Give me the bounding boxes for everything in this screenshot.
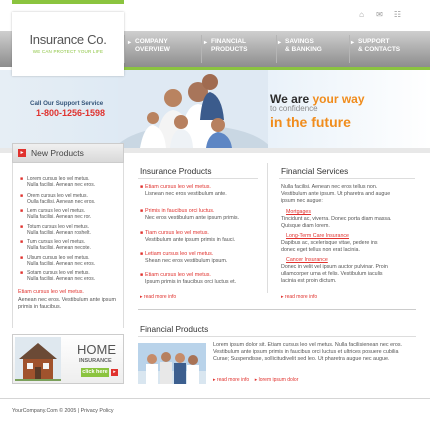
long-term-care-link[interactable]: Long-Term Care Insurance xyxy=(286,233,350,239)
nav-arrow-icon: ▸ xyxy=(128,40,132,46)
bullet-icon: ▸ xyxy=(281,294,284,300)
nav-savings-banking[interactable] xyxy=(278,38,322,62)
bullet-icon: ■ xyxy=(20,224,24,230)
list-item-text: Vestibulum ante ipsum primis in fauci. xyxy=(145,237,236,243)
financial-products-title: Financial Products xyxy=(140,324,209,334)
list-item-link[interactable]: Etiam cursus leo vel metus. xyxy=(145,184,211,190)
list-item-link[interactable]: Tiam cursus leo vel metus. xyxy=(145,230,209,236)
footer-divider xyxy=(0,398,430,399)
nav-arrow-icon: ▸ xyxy=(351,40,355,46)
section-divider xyxy=(138,178,258,179)
bullet-icon: ■ xyxy=(140,184,144,190)
bullet-icon: ■ xyxy=(20,176,24,182)
nav-label: & CONTACTS xyxy=(358,46,401,53)
nav-label: & BANKING xyxy=(285,46,322,53)
insurance-products-list xyxy=(140,184,267,302)
new-products-header xyxy=(12,143,124,163)
nav-label: FINANCIAL xyxy=(211,38,247,45)
support-phone[interactable]: 1-800-1256-1598 xyxy=(36,108,106,118)
list-item[interactable] xyxy=(20,270,96,282)
logo[interactable] xyxy=(12,12,124,76)
people-photo xyxy=(138,343,206,384)
bullet-icon: ■ xyxy=(20,270,24,276)
column-divider xyxy=(267,163,268,293)
list-item[interactable] xyxy=(20,239,91,251)
top-icon-bar xyxy=(357,10,417,22)
cancer-insurance-link[interactable]: Cancer Insurance xyxy=(286,257,328,263)
section-divider xyxy=(138,309,416,310)
read-more-label: read more info xyxy=(284,294,318,300)
list-item-text: Nec eros vestibulum ante ipsum primis. xyxy=(145,215,240,221)
mortgages-link[interactable]: Mortgages xyxy=(286,209,312,215)
list-item-link[interactable]: Letiam cursus leo vel metus. xyxy=(145,251,214,257)
list-item xyxy=(140,230,236,244)
list-item xyxy=(140,208,240,222)
list-item-text: Nulla facilisi. Aenean nec eros. xyxy=(27,182,96,188)
read-more-label: read more info xyxy=(143,294,177,300)
list-item-link[interactable]: Primis in faucibus orci luctus. xyxy=(145,208,215,214)
slogan-highlight: your way xyxy=(312,92,365,106)
list-item xyxy=(140,184,227,198)
bullet-icon: ■ xyxy=(20,255,24,261)
list-item-text: Oulla facilisi. Aenean nec eros. xyxy=(27,199,96,205)
bullet-icon: ■ xyxy=(140,272,144,278)
list-item-title: Sotam cursus leo vel metus. xyxy=(27,270,90,276)
list-item-text: Nulla facilisi. Aenean nec ror. xyxy=(27,214,92,220)
logo-tagline: WE CAN PROTECT YOUR LIFE xyxy=(32,49,104,54)
bullet-icon: ■ xyxy=(20,208,24,214)
house-icon xyxy=(15,337,61,381)
cancer-insurance-text: Donec in velit vel ipsum auctor pulvinar. Proin ullamcorper urna et felis. Vestibulum iaculis lacinia est proin dictum. xyxy=(281,264,388,284)
read-more-link[interactable] xyxy=(140,294,176,300)
financial-products-links xyxy=(213,377,298,383)
list-item[interactable] xyxy=(20,193,96,205)
nav-separator xyxy=(349,35,350,63)
list-item-title: Orem cursus leo vel metus. xyxy=(27,193,88,199)
bullet-icon: ▸ xyxy=(140,294,143,300)
nav-arrow-icon: ▸ xyxy=(204,40,208,46)
financial-services-intro: Nulla facilisi. Aenean nec eros tellus non. Vestibulum ante ipsum. Ut pharetra and augue ipsum nec augue: xyxy=(281,184,391,204)
arrow-right-icon[interactable]: ▸ xyxy=(111,369,118,376)
list-item-text: Ipsum primis in faucibus orci luctus et. xyxy=(145,279,237,285)
bullet-icon: ▸ xyxy=(254,377,258,383)
list-item-text: Shean nec eros vestibulum ipsum. xyxy=(145,258,228,264)
slogan-prefix: We are xyxy=(270,92,310,106)
list-item-text: Lisnean nec eros vestibulum ante. xyxy=(145,191,227,197)
nav-label: SAVINGS xyxy=(285,38,314,45)
logo-accent-bar xyxy=(12,0,124,4)
nav-support-contacts[interactable] xyxy=(351,38,401,62)
sidebar-highlight[interactable]: Etiam cursus leo vel metus. xyxy=(18,289,84,295)
list-item[interactable] xyxy=(20,255,96,267)
logo-title: Insurance Co. xyxy=(29,32,107,47)
nav-arrow-icon: ▸ xyxy=(278,40,282,46)
bullet-icon: ■ xyxy=(20,239,24,245)
nav-label: PRODUCTS xyxy=(211,46,248,53)
family-photo xyxy=(118,70,268,148)
list-item-text: Nulla facilisi. Aenean necote. xyxy=(27,245,91,251)
bullet-icon: ■ xyxy=(140,230,144,236)
list-item xyxy=(140,251,228,265)
read-more-link[interactable] xyxy=(281,294,317,300)
list-item-text: Nulla facilisi. Aenean roshelt. xyxy=(27,230,91,236)
list-item-title: Totum cursus leo vel metus. xyxy=(27,224,89,230)
nav-company-overview[interactable] xyxy=(128,38,170,62)
list-item xyxy=(140,272,237,286)
nav-label: OVERVIEW xyxy=(135,46,170,53)
list-item[interactable] xyxy=(20,176,96,188)
envelope-icon[interactable]: ✉ xyxy=(376,10,383,19)
nav-label: COMPANY xyxy=(135,38,168,45)
sidebar-text: Aenean nec eros. Vestibulum ante ipsum primis in faucibus. xyxy=(18,297,116,310)
footer: YourCompany.Com © 2005 | Privacy Policy xyxy=(12,408,114,414)
section-divider xyxy=(138,336,416,337)
nav-separator xyxy=(201,35,202,63)
nav-label: SUPPORT xyxy=(358,38,390,45)
list-item-title: Tum cursus leo vel metus. xyxy=(27,239,86,245)
list-item[interactable] xyxy=(20,224,91,236)
list-item-text: Nulla facilisi. Aenean nec eros. xyxy=(27,276,96,282)
section-divider xyxy=(279,178,415,179)
list-item-title: Ulsum cursus leo vel metus. xyxy=(27,255,90,261)
home-insurance-banner[interactable] xyxy=(12,334,124,384)
click-here-button[interactable]: click here xyxy=(82,369,108,375)
financial-services-title: Financial Services xyxy=(281,166,349,176)
support-label: Call Our Support Service xyxy=(30,100,104,107)
list-item[interactable] xyxy=(20,208,92,220)
sitemap-icon[interactable]: ☷ xyxy=(393,10,402,19)
nav-separator xyxy=(276,35,277,63)
lorem-ipsum-link[interactable]: lorem ipsum dolor xyxy=(258,377,299,383)
nav-separator xyxy=(124,35,125,63)
list-item-link[interactable]: Etiam cursus leo vel metus. xyxy=(145,272,211,278)
arrow-right-icon: ▸ xyxy=(18,149,26,157)
list-item-title: Lem cursus leo vel metus. xyxy=(27,208,86,214)
financial-products-text: Lorem ipsum dolor sit. Etiam cursus leo vel metus. Nulla facilisienean nec eros. Vestibulum ante ipsum primis in faucibus orci luctus et ultrices posuere cubilia Curae; Suspendisse, sollicitudivelit sed leo. Ut pharetra augue nec augue. xyxy=(213,342,403,362)
bullet-icon: ■ xyxy=(140,208,144,214)
mortgages-text: Tincidunt ac, viverra. Donec porta diam massa. Quisque diam lorem. xyxy=(281,216,392,229)
home-icon[interactable]: ⌂ xyxy=(359,10,364,19)
bullet-icon: ■ xyxy=(20,193,24,199)
bullet-icon: ■ xyxy=(140,251,144,257)
slogan-line-3: in the future xyxy=(270,114,351,130)
home-subtitle: INSURANCE xyxy=(79,358,112,364)
long-term-care-text: Dapibus ac, scelerisque vitae, pedere ins donec eget tellus non erat lacinia. xyxy=(281,240,378,253)
home-title: HOME xyxy=(77,342,116,357)
read-more-link[interactable]: read more info xyxy=(216,377,250,383)
nav-financial-products[interactable] xyxy=(204,38,248,62)
new-products-title: New Products xyxy=(31,148,84,158)
financial-services-body xyxy=(281,184,415,294)
list-item-title: Lorem cursus leo vel metus. xyxy=(27,176,90,182)
bullet-icon: ▸ xyxy=(213,377,216,383)
list-item-text: Nulla facilisi. Aenean nec eros. xyxy=(27,261,96,267)
slogan-line-2: to confidence xyxy=(270,104,318,113)
insurance-products-title: Insurance Products xyxy=(140,166,212,176)
